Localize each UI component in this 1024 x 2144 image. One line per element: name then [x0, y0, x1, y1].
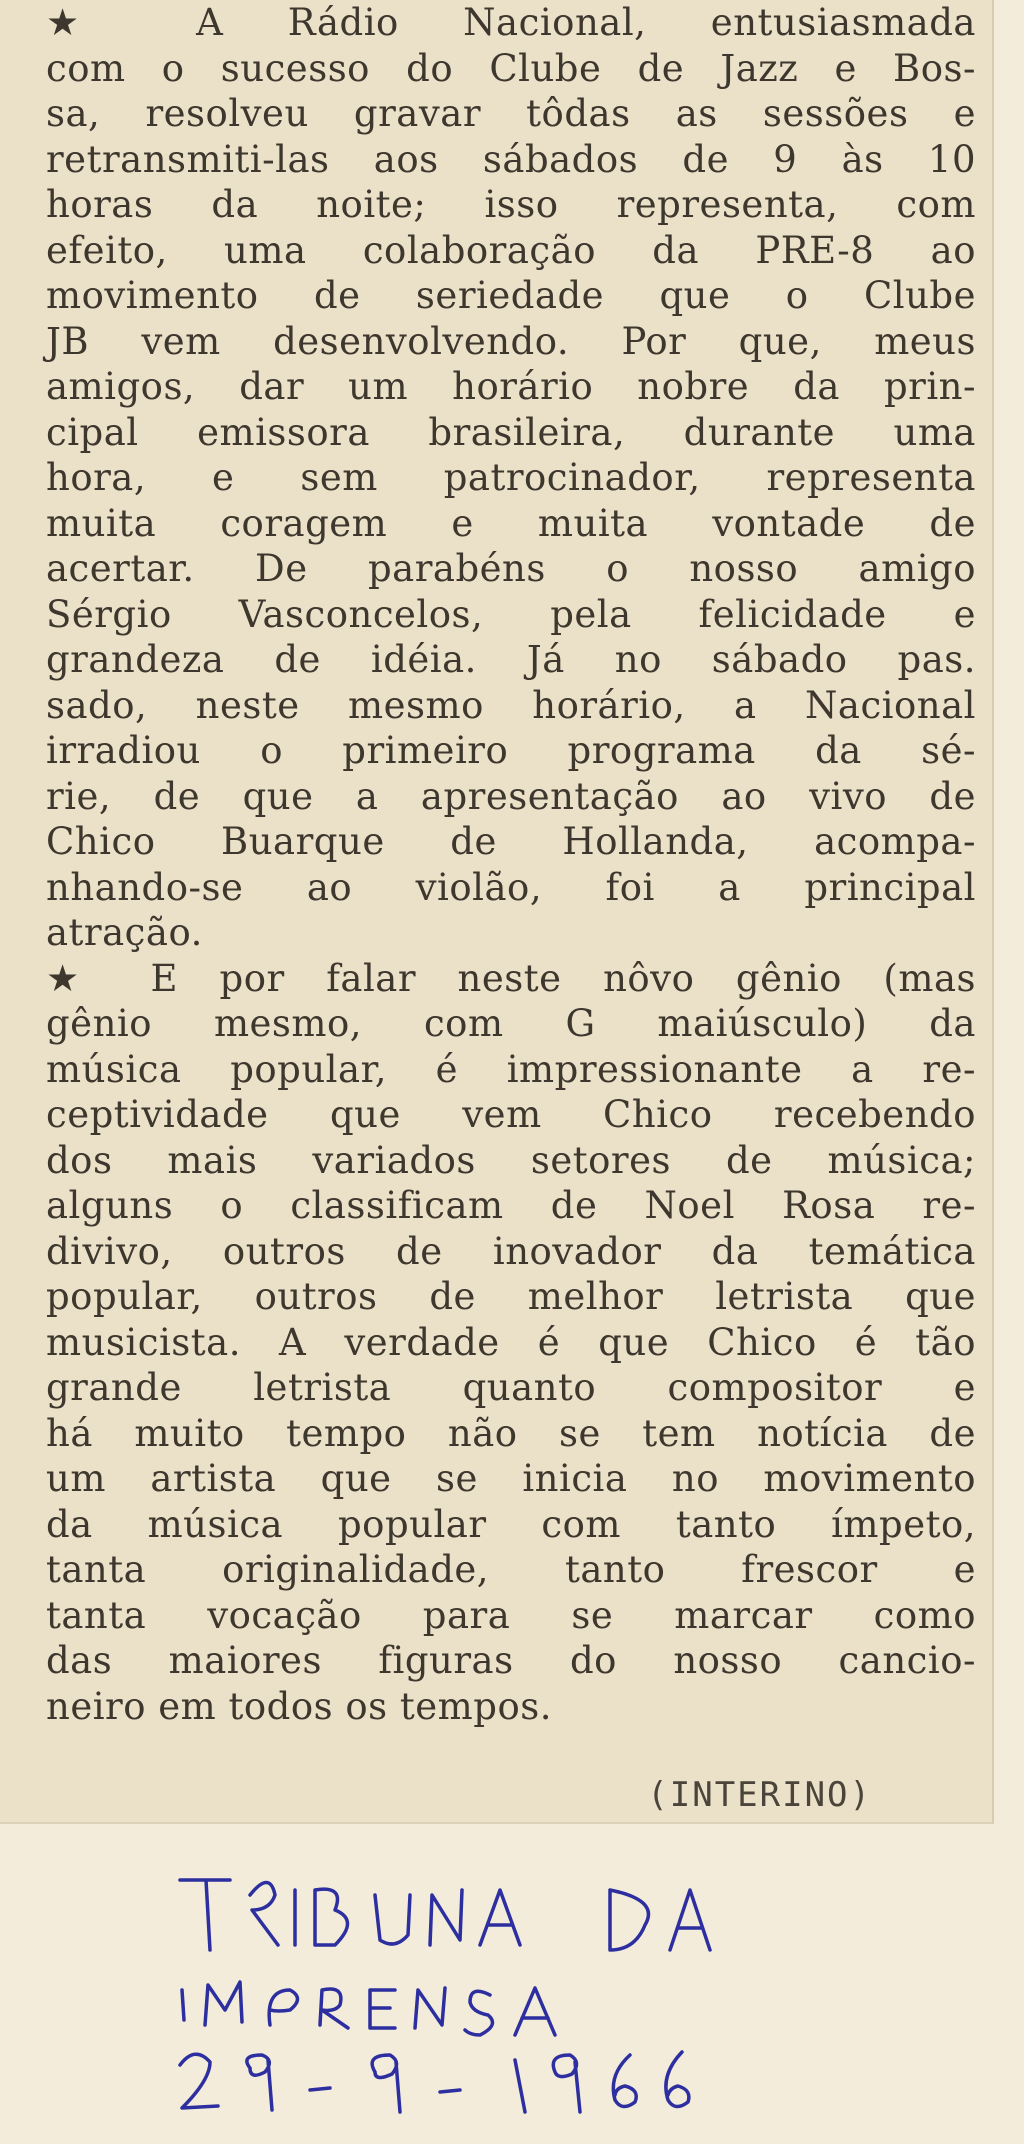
article-line: cipal emissora brasileira, durante uma	[46, 410, 976, 454]
article-line: alguns o classificam de Noel Rosa re-	[46, 1184, 976, 1227]
article-line: sado, neste mesmo horário, a Nacional	[46, 683, 976, 727]
article-line: acertar. De parabéns o nosso amigo	[46, 547, 976, 590]
article-line: ★ E por falar neste nôvo gênio (mas	[46, 956, 976, 1000]
article-line: Chico Buarque de Hollanda, acompa-	[46, 820, 976, 863]
handwriting-line-1	[180, 1880, 710, 1950]
article-line: sa, resolveu gravar tôdas as sessões e	[46, 92, 976, 135]
handwritten-annotation	[170, 1850, 970, 2130]
article-line: muita coragem e muita vontade de	[46, 501, 976, 545]
article-line: gênio mesmo, com G maiúsculo) da	[46, 1002, 976, 1045]
article-line: tanta vocação para se marcar como	[46, 1593, 976, 1637]
handwriting-drawing	[170, 1850, 970, 2130]
article-line: musicista. A verdade é que Chico é tão	[46, 1320, 976, 1364]
article-column	[46, 0, 976, 1729]
article-line: hora, e sem patrocinador, representa	[46, 456, 976, 499]
article-line: ★ A Rádio Nacional, entusiasmada	[46, 1, 976, 44]
article-line: JB vem desenvolvendo. Por que, meus	[46, 319, 976, 363]
article-line: retransmiti-las aos sábados de 9 às 10	[46, 137, 976, 181]
article-line: das maiores figuras do nosso cancio-	[46, 1639, 976, 1682]
handwriting-line-2	[182, 1982, 555, 2035]
article-line: rie, de que a apresentação ao vivo de	[46, 774, 976, 818]
article-line: com o sucesso do Clube de Jazz e Bos-	[46, 46, 976, 90]
article-line: há muito tempo não se tem notícia de	[46, 1411, 976, 1455]
article-line: da música popular com tanto ímpeto,	[46, 1502, 976, 1546]
article-line: grandeza de idéia. Já no sábado pas.	[46, 638, 976, 681]
handwriting-line-3	[180, 2052, 689, 2112]
article-line: um artista que se inicia no movimento	[46, 1457, 976, 1500]
article-line: ceptividade que vem Chico recebendo	[46, 1093, 976, 1136]
article-line: irradiou o primeiro programa da sé-	[46, 729, 976, 772]
article-line: movimento de seriedade que o Clube	[46, 274, 976, 317]
article-line: dos mais variados setores de música;	[46, 1138, 976, 1182]
article-line: atração.	[46, 911, 203, 954]
article-line: neiro em todos os tempos.	[46, 1684, 552, 1728]
article-line: divivo, outros de inovador da temática	[46, 1229, 976, 1273]
article-line: tanta originalidade, tanto frescor e	[46, 1548, 976, 1591]
article-line: horas da noite; isso representa, com	[46, 183, 976, 226]
article-line: grande letrista quanto compositor e	[46, 1366, 976, 1409]
article-line: Sérgio Vasconcelos, pela felicidade e	[46, 592, 976, 636]
article-line: nhando-se ao violão, foi a principal	[46, 865, 976, 909]
author-signature: (INTERINO)	[647, 1775, 872, 1815]
article-line: efeito, uma colaboração da PRE-8 ao	[46, 228, 976, 272]
article-line: música popular, é impressionante a re-	[46, 1047, 976, 1091]
article-line: amigos, dar um horário nobre da prin-	[46, 365, 976, 408]
article-line: popular, outros de melhor letrista que	[46, 1275, 976, 1318]
